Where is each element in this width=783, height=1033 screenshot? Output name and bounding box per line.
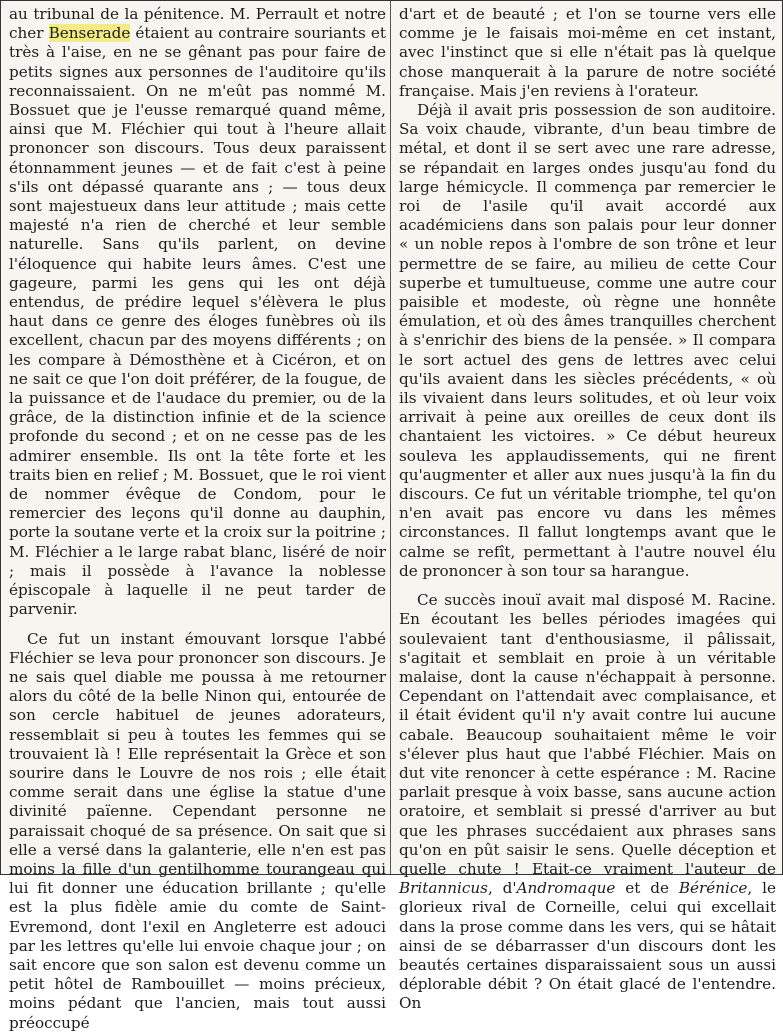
right-paragraph-2: Déjà il avait pris possession de son auditoire. Sa voix chaude, vibrante, d'un beau timbre de métal, et dont il se sert avec une rare adresse, se répandait en larges ondes jusqu'au fond du large hémicycle. Il commença par remercier le roi de l'asile qu'il avait accordé aux académiciens dans son palais pour leur donner « un noble repos à l'ombre de son trône et leur permettre de se faire, au milieu de cette Cour superbe et tumultueuse, comme une autre cour paisible et modeste, où règne une honnête émulation, et où des âmes tranquilles cherchent à s'enrichir des biens de la pensée. » Il compara le sort actuel des gens de lettres avec celui qu'ils avaient dans les siècles précédents, « où ils vivaient dans leurs solitudes, et où leur voix arrivait à peine aux oreilles de ceux dont ils chantaient les victoires. » Ce début heureux souleva les applaudissements, qui ne firent qu'augmenter et aller aux nues jusqu'à la fin du discours. Ce fut un véritable triomphe, tel qu'on n'en avait pas encore vu dans les mêmes circonstances. Il fallut longtemps avant que le calme se refît, permettant à l'autre nouvel élu de prononcer à son tour sa harangue. (399, 101, 776, 580)
italic-title: Andromaque (516, 879, 616, 898)
italic-title: Britannicus (399, 879, 488, 898)
paragraph-text: et de (615, 879, 679, 898)
left-paragraph-2: Ce fut un instant émouvant lorsque l'abbé Fléchier se leva pour prononcer son discours. Je ne sais quel diable me poussa à me retourner alors du côté de la belle Ninon qui, entourée de son cercle habituel de jeunes adorateurs, ressemblait si peu à toutes les femmes qui se trouvaient là ! Elle représentait la Grèce et son sourire dans le Louvre de nos rois ; elle était comme serait dans une église la statue d'une divinité païenne. Cependant personne ne paraissait choqué de sa présence. On sait que si elle a versé dans la galanterie, elle n'en est pas moins la fille d'un gentilhomme tourangeau qui lui fit donner une éducation brillante ; qu'elle est la plus fidèle amie du comte de Saint-Evremond, dont l'exil en Angleterre est adouci par les lettres qu'elle lui envoie chaque jour ; on sait encore que son salon est devenu comme un petit hôtel de Rambouillet — moins précieux, moins pédant que l'ancien, mais tout aussi préoccupé (9, 629, 386, 1032)
paragraph-text: Ce succès inouï avait mal disposé M. Racine. En écoutant les belles périodes imagées qui soulevaient tant d'enthousiasme, il pâlissait, s'agitait et semblait en proie à un véritable malaise, dont la cause n'échappait à personne. Cependant on l'attendait avec complaisance, et il était évident qu'il n'y avait contre lui aucune cabale. Beaucoup souhaitaient même le voir s'élever plus haut que l'abbé Fléchier. Mais on dut vite renoncer à cette espérance : M. Racine parlait presque à voix basse, sans aucune action oratoire, et semblait si pressé d'arriver au but que les phrases succédaient aux phrases sans qu'on en pût saisir le sens. Quelle déception et quelle chute ! Etait-ce vraiment l'auteur de (399, 591, 776, 878)
paragraph-text: , le glorieux rival de Corneille, celui qui excellait dans la prose comme dans les vers, qui se hâtait ainsi de se débarrasser d'un discours dont les beautés certaines disparaissaient sous un aussi déplorable débit ? On était glacé de l'entendre. On (399, 879, 776, 1013)
left-column (9, 5, 386, 1032)
highlighted-word: Benserade (48, 24, 131, 43)
column-divider (390, 1, 391, 874)
italic-title: Bérénice (678, 879, 748, 898)
right-paragraph-1: d'art et de beauté ; et l'on se tourne vers elle comme je le faisais moi-même en cet instant, avec l'instinct que si elle n'était pas là quelque chose manquerait à la parure de notre société française. Mais j'en reviens à l'orateur. (399, 5, 776, 100)
right-column (399, 5, 776, 1013)
paragraph-text: étaient au contraire souriants et très à l'aise, en ne se gênant pas pour faire de petits signes aux personnes de l'auditoire qu'ils reconnaissaient. On ne m'eût pas nommé M. Bossuet que je l'eusse remarqué quand même, ainsi que M. Fléchier qui tout à l'heure allait prononcer son discours. Tous deux paraissent étonnamment jeunes — et de fait c'est à peine s'ils ont dépassé quarante ans ; — tous deux sont majestueux dans leur attitude ; mais cette majesté n'a rien de cherché et leur semble naturelle. Sans qu'ils parlent, on devine l'éloquence qui habite leurs âmes. C'est une gageure, parmi les gens qui les ont déjà entendus, de prédire lequel s'élèvera le plus haut dans ce genre des éloges funèbres où ils excellent, chacun par des moyens différents ; on les compare à Démosthène et à Cicéron, et on ne sait ce que l'on doit préférer, de la fougue, de la puissance et de l'audace du premier, ou de la grâce, de la distinction infinie et de la science profonde du second ; et on ne cesse pas de les admirer ensemble. Ils ont la tête forte et les traits bien en relief ; M. Bossuet, que le roi vient de nommer évêque de Condom, pour le remercier des leçons qu'il donne au dauphin, porte la soutane verte et la croix sur la poitrine ; M. Fléchier a le large rabat blanc, liséré de noir ; mais il possède à l'avance la noblesse épiscopale à laquelle il ne peut tarder de parvenir. (9, 24, 386, 619)
right-paragraph-3 (399, 591, 776, 1013)
paragraph-text: , d' (487, 879, 517, 898)
paragraph-text: au tribunal de la pénitence. M. Perrault et notre cher (9, 5, 386, 43)
left-paragraph-1 (9, 5, 386, 620)
